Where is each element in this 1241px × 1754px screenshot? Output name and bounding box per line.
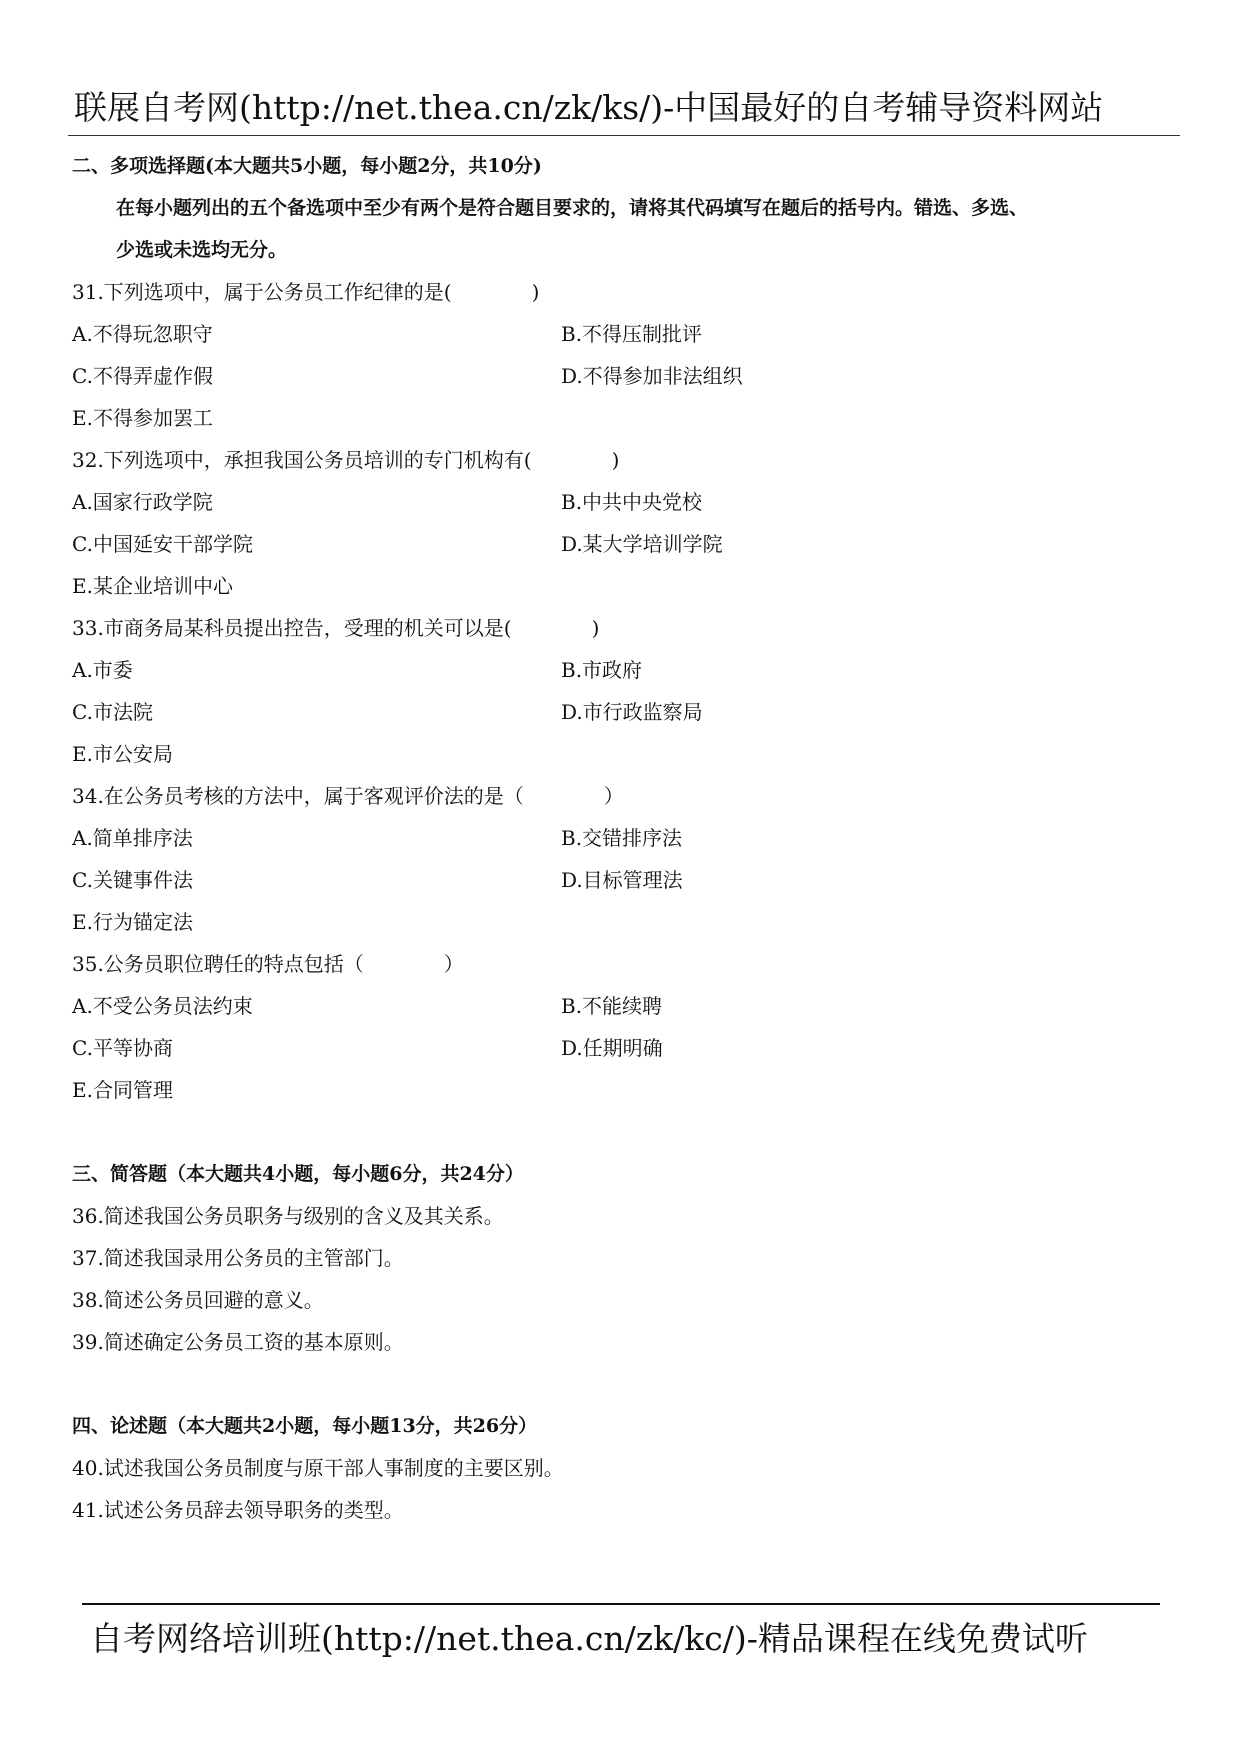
section-2-instruction-line-1: 在每小题列出的五个备选项中至少有两个是符合题目要求的，请将其代码填写在题后的括号内。错选、多选、: [116, 197, 1029, 219]
question-33-options-cd: [72, 691, 1182, 733]
option-e: E.不得参加罢工: [72, 406, 213, 430]
option-c: C.平等协商: [72, 1036, 173, 1060]
option-a: A.不得玩忽职守: [72, 322, 213, 346]
question-33-options-ab: [72, 649, 1182, 691]
option-d: D.市行政监察局: [561, 700, 703, 724]
option-c: C.中国延安干部学院: [72, 532, 253, 556]
question-32-options-cd: [72, 523, 1182, 565]
option-a: A.不受公务员法约束: [72, 994, 253, 1018]
option-c: C.关键事件法: [72, 868, 193, 892]
option-e: E.行为锚定法: [72, 910, 193, 934]
option-d: D.不得参加非法组织: [561, 364, 743, 388]
option-d: D.某大学培训学院: [561, 532, 723, 556]
header-divider: [68, 135, 1180, 136]
question-36: 36.简述我国公务员职务与级别的含义及其关系。: [72, 1204, 504, 1228]
question-37: 37.简述我国录用公务员的主管部门。: [72, 1246, 404, 1270]
question-39: 39.简述确定公务员工资的基本原则。: [72, 1330, 404, 1354]
option-e: E.合同管理: [72, 1078, 173, 1102]
option-b: B.中共中央党校: [561, 490, 703, 514]
question-31-options-cd: [72, 355, 1182, 397]
section-2-instruction-line-2: 少选或未选均无分。: [116, 239, 288, 261]
spacer: [72, 1363, 1182, 1405]
option-a: A.市委: [72, 658, 133, 682]
section-2-title: 二、多项选择题(本大题共5小题，每小题2分，共10分): [72, 155, 542, 177]
option-a: A.国家行政学院: [72, 490, 213, 514]
option-b: B.交错排序法: [561, 826, 683, 850]
page-footer: 自考网络培训班(http://net.thea.cn/zk/kc/)-精品课程在线免费试听: [90, 1619, 1088, 1658]
section-4-title: 四、论述题（本大题共2小题，每小题13分，共26分）: [72, 1415, 538, 1437]
question-32-stem: 32.下列选项中，承担我国公务员培训的专门机构有( ): [72, 448, 620, 472]
question-40: 40.试述我国公务员制度与原干部人事制度的主要区别。: [72, 1456, 564, 1480]
section-3-title: 三、简答题（本大题共4小题，每小题6分，共24分）: [72, 1163, 524, 1185]
option-b: B.不能续聘: [561, 994, 663, 1018]
option-d: D.任期明确: [561, 1036, 663, 1060]
option-b: B.市政府: [561, 658, 643, 682]
option-a: A.简单排序法: [72, 826, 193, 850]
question-38: 38.简述公务员回避的意义。: [72, 1288, 324, 1312]
question-31-stem: 31.下列选项中，属于公务员工作纪律的是( ): [72, 280, 540, 304]
option-e: E.市公安局: [72, 742, 173, 766]
question-32-options-ab: [72, 481, 1182, 523]
spacer: [72, 1111, 1182, 1153]
option-c: C.市法院: [72, 700, 153, 724]
exam-content: [72, 145, 1182, 1531]
question-34-stem: 34.在公务员考核的方法中，属于客观评价法的是（ ）: [72, 784, 624, 808]
option-d: D.目标管理法: [561, 868, 683, 892]
question-35-options-cd: [72, 1027, 1182, 1069]
option-e: E.某企业培训中心: [72, 574, 233, 598]
question-41: 41.试述公务员辞去领导职务的类型。: [72, 1498, 404, 1522]
question-35-options-ab: [72, 985, 1182, 1027]
question-34-options-ab: [72, 817, 1182, 859]
question-33-stem: 33.市商务局某科员提出控告，受理的机关可以是( ): [72, 616, 600, 640]
option-b: B.不得压制批评: [561, 322, 703, 346]
question-34-options-cd: [72, 859, 1182, 901]
page-header: 联展自考网(http://net.thea.cn/zk/ks/)-中国最好的自考辅导资料网站: [74, 88, 1104, 127]
option-c: C.不得弄虚作假: [72, 364, 213, 388]
footer-divider: [82, 1603, 1160, 1605]
question-35-stem: 35.公务员职位聘任的特点包括（ ）: [72, 952, 464, 976]
question-31-options-ab: [72, 313, 1182, 355]
